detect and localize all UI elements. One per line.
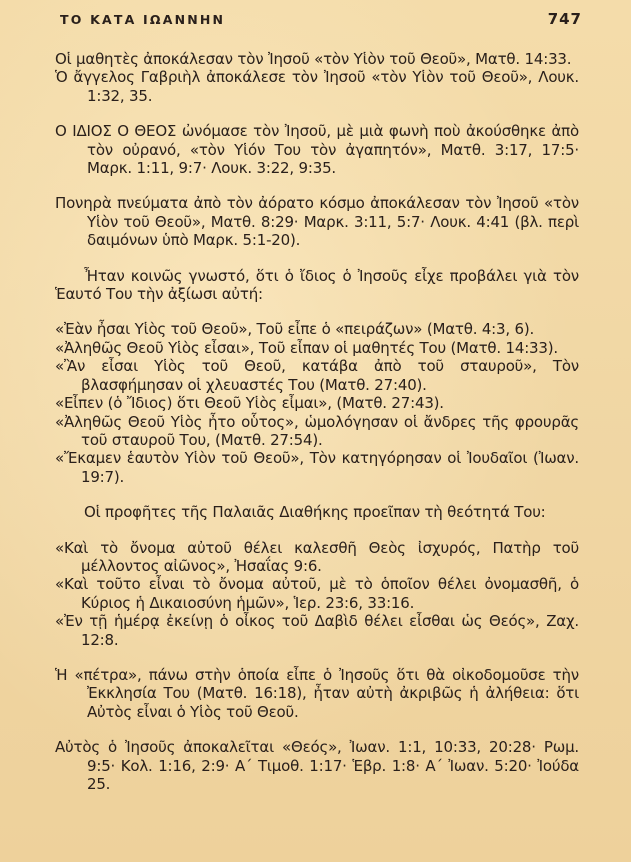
paragraph: Ὁ ἄγγελος Γαβριὴλ ἀποκάλεσε τὸν Ἰησοῦ «τὸν Υἱὸν τοῦ Θεοῦ», Λουκ. 1:32, 35. [55, 68, 579, 105]
page-header [60, 10, 582, 40]
prophecy-quote: «Ἐν τῇ ἡμέρᾳ ἐκείνῃ ὁ οἶκος τοῦ Δαβὶδ θέλει εἶσθαι ὡς Θεός», Ζαχ. 12:8. [55, 612, 579, 649]
quote-line: «Ἂν εἶσαι Υἱὸς τοῦ Θεοῦ, κατάβα ἀπὸ τοῦ σταυροῦ», Τὸν βλασφήμησαν οἱ χλευαστές Του (Ματθ. 27:40). [55, 357, 579, 394]
paragraph: Οἱ μαθητὲς ἀποκάλεσαν τὸν Ἰησοῦ «τὸν Υἱὸν τοῦ Θεοῦ», Ματθ. 14:33. [55, 50, 572, 68]
paragraph: Ἦταν κοινῶς γνωστό, ὅτι ὁ ἴδιος ὁ Ἰησοῦς εἶχε προβάλει γιὰ τὸν Ἑαυτό Του τὴν ἀξίωσι αὐτή: [55, 266, 579, 304]
paragraph: Ἡ «πέτρα», πάνω στὴν ὁποία εἶπε ὁ Ἰησοῦς ὅτι θὰ οἰκοδομοῦσε τὴν Ἐκκλησία Του (Ματθ. 16:18), ἦταν αὐτὴ ἀκριβῶς ἡ ἀλήθεια: ὅτι Αὐτὸς εἶναι ὁ Υἱὸς τοῦ Θεοῦ. [55, 665, 579, 721]
paragraph: Πονηρὰ πνεύματα ἀπὸ τὸν ἀόρατο κόσμο ἀποκάλεσαν τὸν Ἰησοῦ «τὸν Υἱὸν τοῦ Θεοῦ», Ματθ. 8:29· Μαρκ. 3:11, 5:7· Λουκ. 4:41 (βλ. περὶ δαιμόνων ὑπὸ Μαρκ. 5:1-20). [55, 194, 579, 250]
page-number: 747 [547, 10, 582, 28]
prophecy-quote: «Καὶ τὸ ὄνομα αὐτοῦ θέλει καλεσθῆ Θεὸς ἰσχυρός, Πατὴρ τοῦ μέλλοντος αἰῶνος», Ἠσαΐας 9:6. [55, 538, 579, 575]
prophecy-quote: «Καὶ τοῦτο εἶναι τὸ ὄνομα αὐτοῦ, μὲ τὸ ὁποῖον θέλει ὀνομασθῆ, ὁ Κύριος ἡ Δικαιοσύνη ἡμῶν», Ἱερ. 23:6, 33:16. [55, 575, 579, 612]
quote-line: «Εἶπεν (ὁ Ἴδιος) ὅτι Θεοῦ Υἱὸς εἶμαι», (Ματθ. 27:43). [55, 394, 444, 413]
running-head: ΤΟ ΚΑΤΑ ΙΩΑΝΝΗΝ [60, 12, 226, 27]
quote-line: «Ἔκαμεν ἑαυτὸν Υἱὸν τοῦ Θεοῦ», Τὸν κατηγόρησαν οἱ Ἰουδαῖοι (Ἰωαν. 19:7). [55, 449, 579, 486]
paragraph: Ο ΙΔΙΟΣ Ο ΘΕΟΣ ὠνόμασε τὸν Ἰησοῦ, μὲ μιὰ φωνὴ ποὺ ἀκούσθηκε ἀπὸ τὸν οὐρανό, «τὸν Υἱόν Του τὸν ἀγαπητόν», Ματθ. 3:17, 17:5· Μαρκ. 1:11, 9:7· Λουκ. 3:22, 9:35. [55, 122, 579, 178]
quote-line: «Ἐὰν ἦσαι Υἱὸς τοῦ Θεοῦ», Τοῦ εἶπε ὁ «πειράζων» (Ματθ. 4:3, 6). [55, 320, 535, 339]
paragraph: Οἱ προφῆτες τῆς Παλαιᾶς Διαθήκης προεῖπαν τὴ θεότητά Του: [84, 503, 546, 522]
paragraph: Αὐτὸς ὁ Ἰησοῦς ἀποκαλεῖται «Θεός», Ἰωαν. 1:1, 10:33, 20:28· Ρωμ. 9:5· Κολ. 1:16, 2:9· Α´ Τιμοθ. 1:17· Ἑβρ. 1:8· Α´ Ἰωαν. 5:20· Ἰούδα 25. [55, 738, 579, 793]
quote-line: «Ἀληθῶς Θεοῦ Υἱὸς ἦτο οὗτος», ὡμολόγησαν οἱ ἄνδρες τῆς φρουρᾶς τοῦ σταυροῦ Του, (Ματθ. 27:54). [55, 412, 579, 449]
quote-line: «Ἀληθῶς Θεοῦ Υἱὸς εἶσαι», Τοῦ εἶπαν οἱ μαθητές Του (Ματθ. 14:33). [55, 338, 558, 357]
